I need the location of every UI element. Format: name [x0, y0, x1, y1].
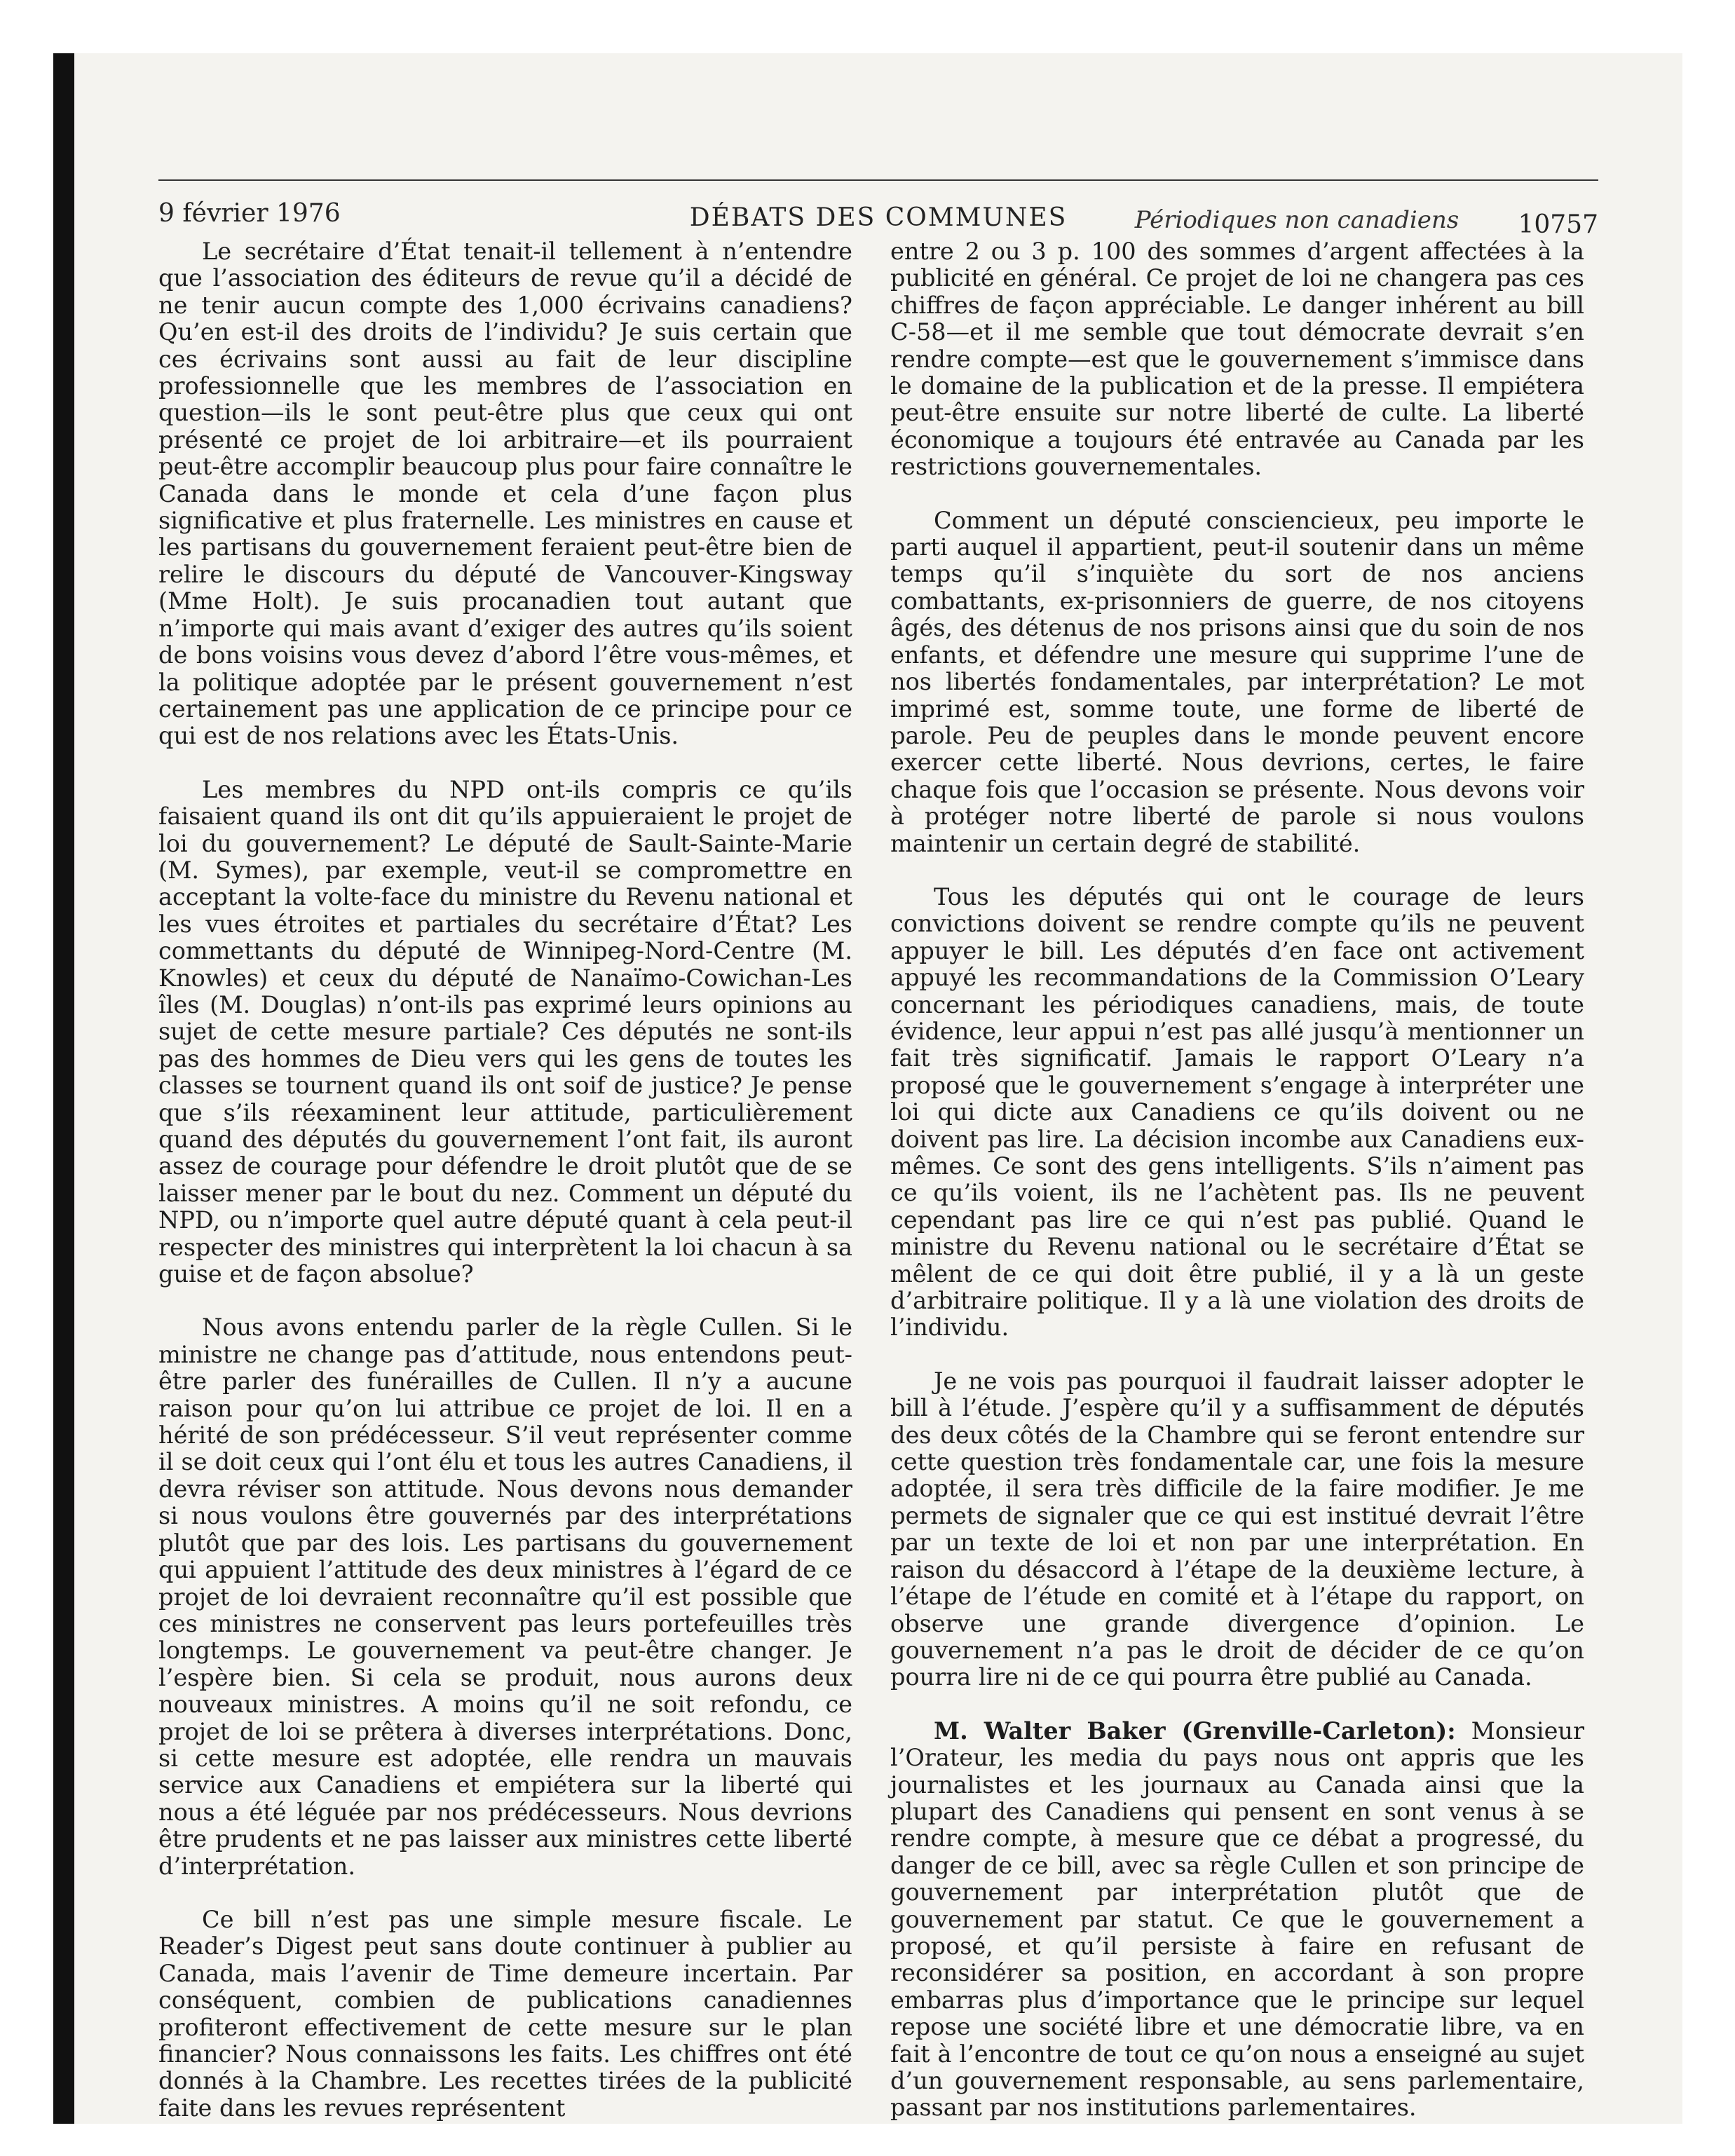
speech-text: Monsieur l’Orateur, les media du pays nous ont appris que les journalistes et les journaux au Canada ainsi que la plupart des Canadiens qui pensent en sont venus à se rendre compte, à mesure que ce débat a progressé, du danger de ce bill, avec sa règle Cullen et son principe de gouvernement par interprétation plutôt que de gouvernement par statut. Ce que le gouvernement a proposé, et qu’il persiste à faire en refusant de reconsidérer sa position, en accordant à son propre embarras plus d’importance que le principe sur lequel repose une société libre et une démocratie libre, va en fait à l’encontre de tout ce qu’on nous a enseigné au sujet d’un gouvernement responsable, au sens parlementaire, passant par nos institutions parlementaires. [890, 1717, 1584, 2122]
header-date: 9 février 1976 [158, 199, 341, 228]
paragraph: Le secrétaire d’État tenait-il tellement à n’entendre que l’association des éditeurs de revue qu’il a décidé de ne tenir aucun compte des 1,000 écrivains canadiens? Qu’en est-il des droits de l’individu? Je suis certain que ces écrivains sont aussi au fait de leur discipline professionnelle que les membres de l’association en question—ils le sont peut-être plus que ceux qui ont présenté ce projet de loi arbitraire—et ils pourraient peut-être accomplir beaucoup plus pour faire connaître le Canada dans le monde et cela d’une façon plus significative et plus fraternelle. Les ministres en cause et les partisans du gouvernement feraient peut-être bien de relire le discours du député de Vancouver-Kingsway (Mme Holt). Je suis procanadien tout autant que n’importe qui mais avant d’exiger des autres qu’ils soient de bons voisins vous devez d’abord l’être vous-mêmes, et la politique adoptée par le présent gouvernement n’est certainement pas une application de ce principe pour ce qui est de nos relations avec les États-Unis. [158, 238, 852, 750]
right-column [890, 238, 1584, 2122]
paragraph: Je ne vois pas pourquoi il faudrait laisser adopter le bill à l’étude. J’espère qu’il y a suffisamment de députés des deux côtés de la Chambre qui se feront entendre sur cette question très fondamentale car, une fois la mesure adoptée, il sera très difficile de la faire modifier. Je me permets de signaler que ce qui est institué devrait l’être par un texte de loi et non par une interprétation. En raison du désaccord à l’étape de la deuxième lecture, à l’étape de l’étude en comité et à l’étape du rapport, on observe une grande divergence d’opinion. Le gouvernement n’a pas le droit de décider de ce qu’on pourra lire ni de ce qui pourra être publié au Canada. [890, 1367, 1584, 1691]
speech-paragraph [890, 1718, 1584, 2122]
header-title: DÉBATS DES COMMUNES [689, 203, 1068, 232]
left-column [158, 238, 852, 2122]
paragraph: Tous les députés qui ont le courage de leurs convictions doivent se rendre compte qu’ils ne peuvent appuyer le bill. Les députés d’en face ont activement appuyé les recommandations de la Commission O’Leary concernant les périodiques canadiens, mais, de toute évidence, leur appui n’est pas allé jusqu’à mentionner un fait très significatif. Jamais le rapport O’Leary n’a proposé que le gouvernement s’engage à interpréter une loi qui dicte aux Canadiens ce qu’ils doivent ou ne doivent pas lire. La décision incombe aux Canadiens eux-mêmes. Ce sont des gens intelligents. S’ils n’aiment pas ce qu’ils voient, ils ne l’achètent pas. Ils ne peuvent cependant pas lire ce qui n’est pas publié. Quand le ministre du Revenu national ou le secrétaire d’État se mêlent de ce qui doit être publié, il y a là un geste d’arbitraire politique. Il y a là une violation des droits de l’individu. [890, 882, 1584, 1342]
paragraph: Ce bill n’est pas une simple mesure fiscale. Le Reader’s Digest peut sans doute continuer à publier au Canada, mais l’avenir de Time demeure incertain. Par conséquent, combien de publications canadiennes profiteront effectivement de cette mesure sur le plan financier? Nous connaissons les faits. Les chiffres ont été donnés à la Chambre. Les recettes tirées de la publicité faite dans les revues représentent [158, 1905, 852, 2122]
header-rule [158, 179, 1598, 181]
scan-edge [53, 53, 74, 2124]
speaker-name: M. Walter Baker (Grenville-Carleton): [934, 1717, 1456, 1745]
paragraph: entre 2 ou 3 p. 100 des sommes d’argent affectées à la publicité en général. Ce projet de loi ne changera pas ces chiffres de façon appréciable. Le danger inhérent au bill C-58—et il me semble que tout démocrate devrait s’en rendre compte—est que le gouvernement s’immisce dans le domaine de la publication et de la presse. Il empiétera peut-être ensuite sur notre liberté de culte. La liberté économique a toujours été entravée au Canada par les restrictions gouvernementales. [890, 238, 1584, 481]
paragraph: Nous avons entendu parler de la règle Cullen. Si le ministre ne change pas d’attitude, nous entendons peut-être parler des funérailles de Cullen. Il n’y a aucune raison pour qu’on lui attribue ce projet de loi. Il en a hérité de son prédécesseur. S’il veut représenter comme il se doit ceux qui l’ont élu et tous les autres Canadiens, il devra réviser son attitude. Nous devons nous demander si nous voulons être gouvernés par des interprétations plutôt que par des lois. Les partisans du gouvernement qui appuient l’attitude des deux ministres à l’égard de ce projet de loi devraient reconnaître qu’il est possible que ces ministres ne conservent pas leurs portefeuilles très longtemps. Le gouvernement va peut-être changer. Je l’espère bien. Si cela se produit, nous aurons deux nouveaux ministres. A moins qu’il ne soit refondu, ce projet de loi se prêtera à diverses interprétations. Donc, si cette mesure est adoptée, elle rendra un mauvais service aux Canadiens et empiétera sur la liberté qui nous a été léguée par nos prédécesseurs. Nous devrions être prudents et ne pas laisser aux ministres cette liberté d’interprétation. [158, 1314, 852, 1880]
header-page-number: 10757 [1518, 210, 1598, 239]
paragraph: Comment un député consciencieux, peu importe le parti auquel il appartient, peut-il soutenir dans un même temps qu’il s’inquiète du sort de nos anciens combattants, ex-prisonniers de guerre, de nos citoyens âgés, des détenus de nos prisons ainsi que du soin de nos enfants, et défendre une mesure qui supprime l’une de nos libertés fondamentales, par interprétation? Le mot imprimé est, somme toute, une forme de liberté de parole. Peu de peuples dans le monde peuvent encore exercer cette liberté. Nous devrions, certes, le faire chaque fois que l’occasion se présente. Nous devons voir à protéger notre liberté de parole si nous voulons maintenir un certain degré de stabilité. [890, 506, 1584, 857]
running-title: Périodiques non canadiens [1134, 206, 1460, 234]
paragraph: Les membres du NPD ont-ils compris ce qu’ils faisaient quand ils ont dit qu’ils appuieraient le projet de loi du gouvernement? Le député de Sault-Sainte-Marie (M. Symes), par exemple, veut-il se compromettre en acceptant la volte-face du ministre du Revenu national et les vues étroites et partiales du secrétaire d’État? Les commettants du député de Winnipeg-Nord-Centre (M. Knowles) et ceux du député de Nanaïmo-Cowichan-Les îles (M. Douglas) n’ont-ils pas exprimé leurs opinions au sujet de cette mesure partiale? Ces députés ne sont-ils pas des hommes de Dieu vers qui les gens de toutes les classes se tournent quand ils ont soif de justice? Je pense que s’ils réexaminent leur attitude, particulièrement quand des députés du gouvernement l’ont fait, ils auront assez de courage pour défendre le droit plutôt que de se laisser mener par le bout du nez. Comment un député du NPD, ou n’importe quel autre député quant à cela peut-il respecter des ministres qui interprètent la loi chacun à sa guise et de façon absolue? [158, 775, 852, 1288]
